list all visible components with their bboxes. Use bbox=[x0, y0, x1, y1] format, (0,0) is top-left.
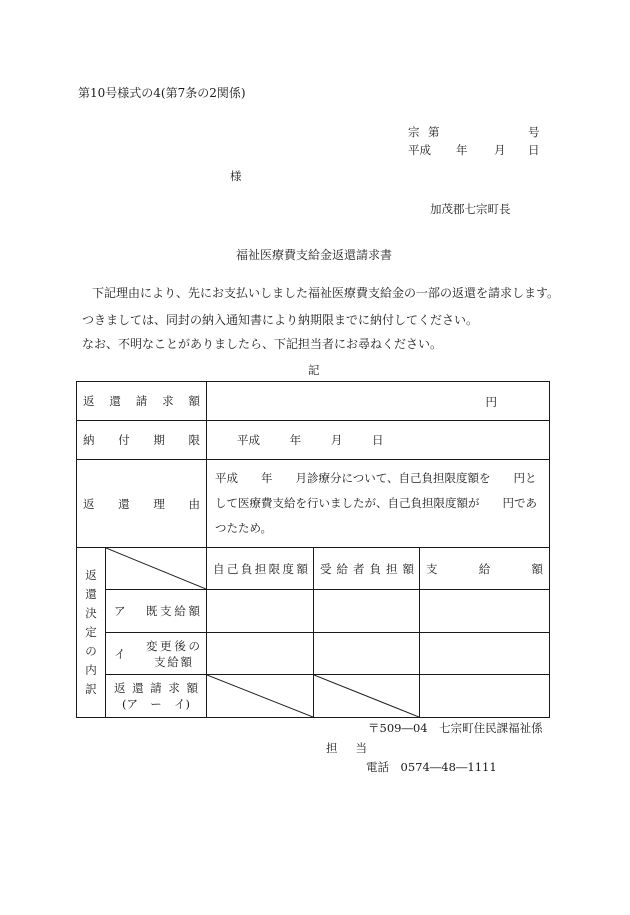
row-i-text bbox=[136, 638, 206, 670]
diagonal-line bbox=[314, 675, 419, 717]
contact-phone: 電話 0574―48―1111 bbox=[366, 760, 497, 774]
recipient-burden-label bbox=[314, 561, 419, 577]
ref-prefix: 宗 bbox=[408, 125, 420, 139]
deadline-label bbox=[77, 432, 206, 448]
label-char: 還 bbox=[118, 496, 130, 511]
refund-form-table bbox=[76, 381, 550, 718]
label-char: 請 bbox=[135, 394, 148, 408]
label-char: 額 bbox=[188, 394, 200, 408]
amount-label bbox=[77, 393, 206, 409]
issuer: 加茂郡七宗町長 bbox=[430, 202, 511, 216]
label-char: 給 bbox=[336, 561, 348, 576]
label-char: 既 bbox=[146, 604, 158, 618]
ki-heading: 記 bbox=[308, 363, 320, 377]
row-a-label bbox=[106, 603, 206, 619]
label-char: 限 bbox=[188, 433, 200, 447]
deadline-row bbox=[77, 421, 550, 460]
row-claim-label bbox=[106, 680, 206, 712]
label-char: 負 bbox=[369, 561, 381, 576]
label-char: 請 bbox=[150, 681, 162, 695]
ref-dai: 第 bbox=[428, 125, 440, 139]
body-paragraph-1: 下記理由により、先にお支払いしました福祉医療費支給金の一部の返還を請求します。 bbox=[92, 286, 560, 300]
row-a bbox=[77, 590, 550, 633]
label-char: 額 bbox=[531, 561, 543, 576]
label-char: 支 bbox=[426, 561, 438, 576]
label-char: 返 bbox=[114, 681, 126, 695]
breakdown-header-row bbox=[77, 548, 550, 590]
row-claim-payment-cell[interactable] bbox=[420, 675, 550, 718]
document-title: 福祉医療費支給金返還請求書 bbox=[236, 248, 393, 262]
label-char: 負 bbox=[240, 561, 253, 576]
row-claim-line-2 bbox=[114, 696, 198, 712]
label-char: 己 bbox=[226, 561, 239, 576]
col-header-payment bbox=[420, 548, 550, 590]
label-char: 自 bbox=[213, 561, 225, 576]
label-char: 額 bbox=[186, 681, 198, 695]
label-char: 当 bbox=[355, 741, 367, 755]
label-char: 限 bbox=[268, 561, 281, 576]
deadline-label-cell bbox=[77, 421, 207, 460]
diagonal-line bbox=[207, 675, 313, 717]
label-char: 内 bbox=[85, 663, 97, 677]
label-char: 還 bbox=[109, 394, 121, 408]
row-a-label-cell bbox=[106, 590, 207, 633]
row-a-text bbox=[136, 603, 206, 619]
payment-label bbox=[420, 561, 549, 577]
label-char: 額 bbox=[180, 654, 192, 669]
contact-postal: 〒509―04 七宗町住民課福祉係 bbox=[368, 721, 543, 735]
recipient-suffix: 様 bbox=[230, 169, 242, 183]
reason-row bbox=[77, 460, 550, 548]
row-claim bbox=[77, 675, 550, 718]
row-i-line-2 bbox=[146, 654, 200, 670]
label-char: ー bbox=[150, 697, 162, 711]
row-a-mark: ア bbox=[114, 604, 126, 618]
form-number: 第10号様式の4(第7条の2関係) bbox=[78, 86, 246, 100]
date-year: 年 bbox=[289, 433, 302, 447]
label-char: (ア bbox=[122, 697, 138, 711]
self-limit-label bbox=[207, 561, 313, 577]
reason-text: 平成 年 月診療分について、自己負担限度額を 円として医療費支給を行いましたが、自己負担限度額が 円であつたため。 bbox=[215, 471, 537, 535]
label-char: 支 bbox=[160, 604, 172, 618]
diagonal-line bbox=[106, 548, 206, 589]
label-char: 額 bbox=[402, 561, 414, 576]
date-era: 平成 bbox=[408, 143, 431, 157]
label-char: 担 bbox=[386, 561, 398, 576]
reason-label bbox=[77, 496, 206, 512]
label-char: の bbox=[85, 644, 97, 658]
deadline-value-cell[interactable] bbox=[207, 421, 550, 460]
row-i-label bbox=[106, 638, 206, 670]
row-i bbox=[77, 633, 550, 675]
row-i-mark: イ bbox=[114, 646, 126, 661]
label-char: 受 bbox=[320, 561, 332, 576]
label-char: 付 bbox=[118, 433, 130, 447]
deadline-date bbox=[207, 432, 549, 448]
amount-row bbox=[77, 382, 550, 421]
label-char: 期 bbox=[153, 433, 165, 447]
ref-go: 号 bbox=[528, 125, 540, 139]
contact-tanto bbox=[326, 740, 367, 756]
body-paragraph-3: なお、不明なことがありましたら、下記担当者にお尋ねください。 bbox=[82, 337, 443, 351]
reason-text-cell[interactable] bbox=[207, 460, 550, 548]
label-char: 訳 bbox=[85, 682, 97, 696]
body-paragraph-2: つきましては、同封の納入通知書により納期限までに納付してください。 bbox=[82, 313, 479, 327]
breakdown-label-cell bbox=[77, 548, 106, 718]
row-claim-label-cell bbox=[106, 675, 207, 718]
date-year: 年 bbox=[456, 143, 468, 157]
label-char: 由 bbox=[188, 496, 200, 511]
label-char: 者 bbox=[353, 561, 365, 576]
label-char: 給 bbox=[478, 561, 491, 576]
col-header-self-limit bbox=[207, 548, 314, 590]
label-char: 求 bbox=[162, 394, 174, 408]
label-char: 支 bbox=[154, 654, 166, 669]
label-char: 後 bbox=[174, 638, 186, 653]
label-char: 還 bbox=[85, 587, 97, 601]
label-char: 理 bbox=[153, 496, 165, 511]
date-day: 日 bbox=[371, 433, 384, 447]
row-claim-line-1 bbox=[114, 680, 198, 696]
row-a-recipient-burden-cell[interactable] bbox=[314, 590, 420, 633]
row-i-line-1 bbox=[146, 638, 200, 654]
label-char: 額 bbox=[296, 561, 308, 576]
label-char: 更 bbox=[160, 638, 172, 653]
label-char: 返 bbox=[83, 394, 95, 408]
amount-label-cell bbox=[77, 382, 207, 421]
row-i-label-cell bbox=[106, 633, 207, 675]
yen-unit: 円 bbox=[485, 395, 498, 409]
label-char: 給 bbox=[174, 604, 186, 618]
amount-value-cell[interactable] bbox=[207, 382, 550, 421]
reason-label-cell bbox=[77, 460, 207, 548]
header-diagonal-cell bbox=[106, 548, 207, 590]
label-char: 返 bbox=[85, 568, 97, 582]
label-char: 額 bbox=[188, 604, 200, 618]
label-char: 定 bbox=[85, 625, 97, 639]
col-header-recipient-burden bbox=[314, 548, 420, 590]
label-char: 決 bbox=[85, 606, 97, 620]
date-day: 日 bbox=[528, 143, 540, 157]
label-char: 還 bbox=[132, 681, 144, 695]
row-i-payment-cell[interactable] bbox=[420, 633, 550, 675]
row-claim-recipient-burden-diagonal bbox=[314, 675, 420, 718]
row-a-self-limit-cell[interactable] bbox=[207, 590, 314, 633]
label-char: 変 bbox=[146, 638, 158, 653]
label-char: 納 bbox=[83, 433, 95, 447]
row-a-payment-cell[interactable] bbox=[420, 590, 550, 633]
label-char: 給 bbox=[167, 654, 179, 669]
label-char: の bbox=[188, 638, 200, 653]
date-era: 平成 bbox=[237, 433, 260, 447]
date-month: 月 bbox=[330, 433, 343, 447]
breakdown-label bbox=[77, 566, 105, 699]
label-char: 度 bbox=[282, 561, 295, 576]
label-char: イ) bbox=[174, 697, 190, 711]
label-char: 返 bbox=[83, 496, 95, 511]
row-claim-self-limit-diagonal bbox=[207, 675, 314, 718]
label-char: 担 bbox=[326, 741, 338, 755]
row-i-self-limit-cell[interactable] bbox=[207, 633, 314, 675]
row-i-recipient-burden-cell[interactable] bbox=[314, 633, 420, 675]
label-char: 求 bbox=[168, 681, 180, 695]
date-month: 月 bbox=[494, 143, 506, 157]
label-char: 担 bbox=[254, 561, 267, 576]
